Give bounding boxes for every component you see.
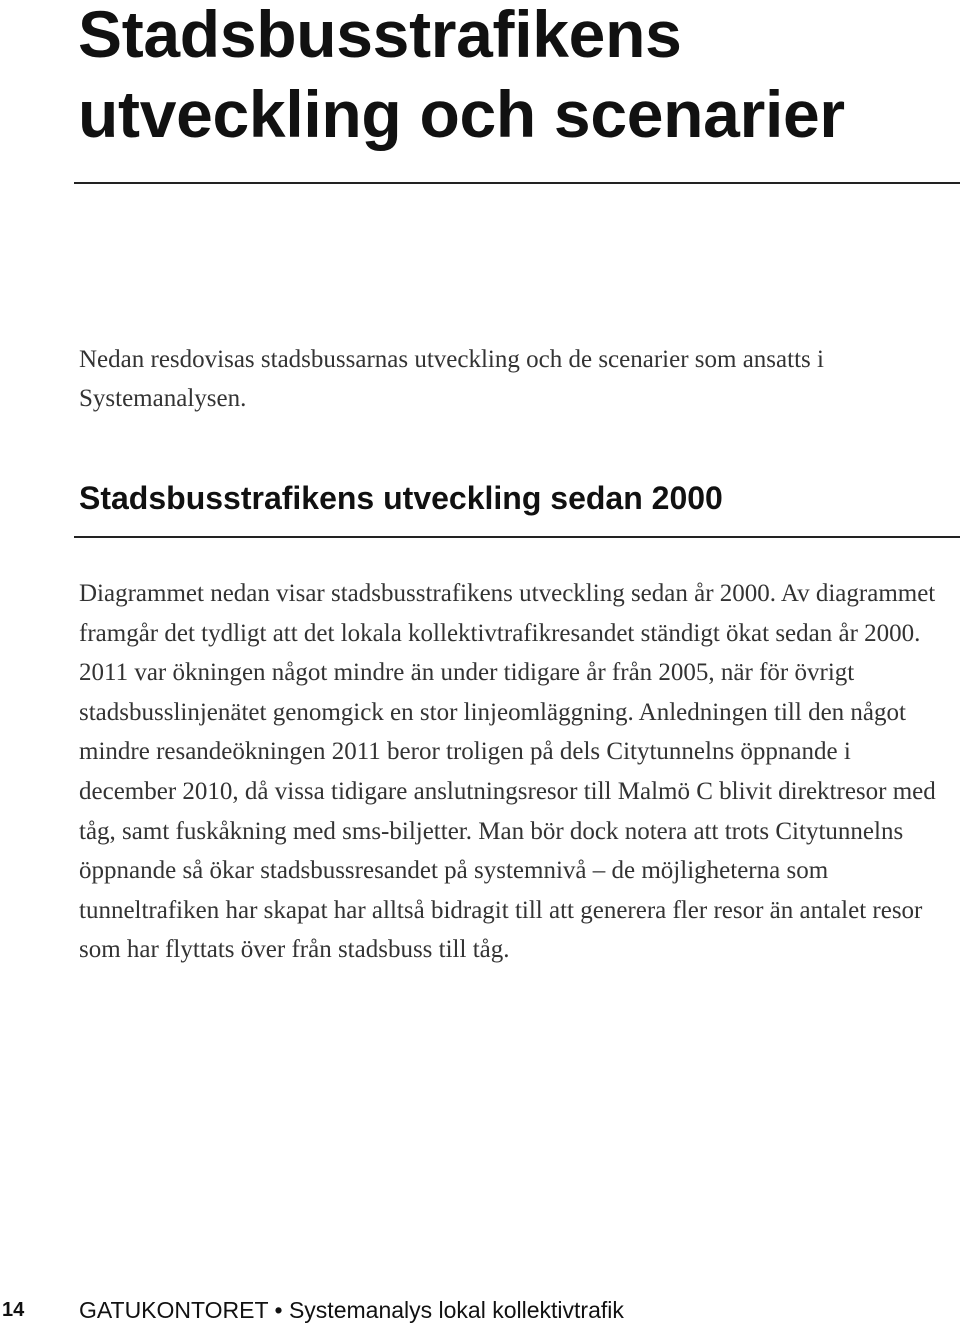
page-number: 14: [2, 1299, 25, 1321]
intro-paragraph: Nedan resdovisas stadsbussarnas utveckling och de scenarier som ansatts i Systemanalysen.: [79, 346, 824, 412]
title-divider: [74, 182, 960, 184]
section-body-paragraph: Diagrammet nedan visar stadsbusstrafikens utveckling sedan år 2000. Av diagrammet framgår det tydligt att det lokala kollektivtrafikresandet ständigt ökat sedan år 2000. 2011 var ökningen något mindre än under tidigare år från 2005, när för övrigt stadsbusslinjenätet genomgick en stor linjeomläggning. Anledningen till den något mindre resandeökningen 2011 beror troligen på dels Citytunnelns öppnande i december 2010, då vissa tidigare anslutningsresor till Malmö C blivit direktresor med tåg, samt fuskåkning med sms-biljetter. Man bör dock notera att trots Citytunnelns öppnande så ökar stadsbussresandet på systemnivå – de möjligheterna som tunneltrafiken har skapat har alltså bidragit till att generera fler resor än antalet resor som har flyttats över från stadsbuss till tåg.: [79, 580, 936, 964]
section-divider: [74, 536, 960, 538]
section-heading: Stadsbusstrafikens utveckling sedan 2000: [79, 480, 723, 516]
running-footer-text: GATUKONTORET • Systemanalys lokal kollektivtrafik: [79, 1297, 624, 1323]
page-footer: [0, 1292, 960, 1328]
page-title: Stadsbusstrafikens utveckling och scenarier: [78, 0, 845, 151]
